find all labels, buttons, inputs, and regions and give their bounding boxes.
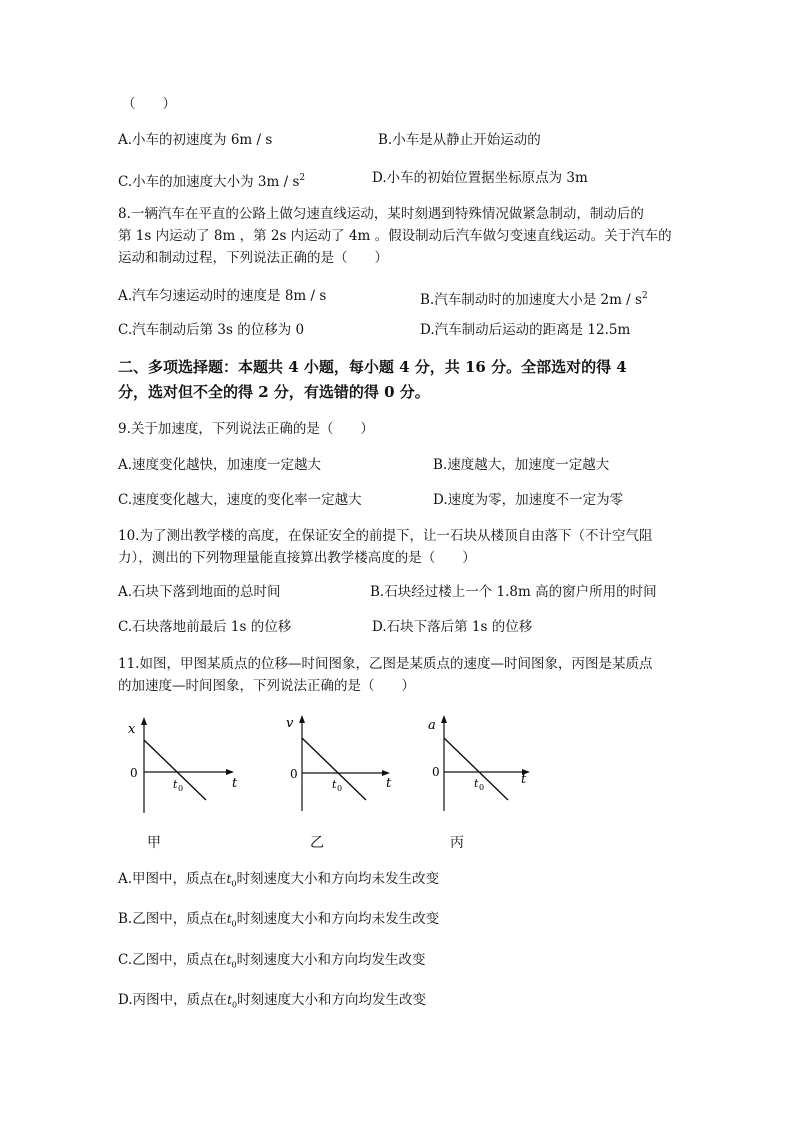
graph-yi-ylabel: v <box>286 716 294 731</box>
q11-option-d <box>118 990 426 1015</box>
q7-option-a: A.小车的初速度为 6m / s <box>118 132 273 148</box>
graph-bing-xlabel: t <box>521 772 527 787</box>
q8-option-b-sup: 2 <box>641 291 648 301</box>
graph-yi-xlabel: t <box>386 776 392 791</box>
q8-stem-line2: 第 1s 内运动了 8m ，第 2s 内运动了 4m 。假设制动后汽车做匀变速直线运动。关于汽车的 <box>118 228 672 244</box>
graph-jia-line <box>144 740 206 800</box>
graph-yi-t0-sub: 0 <box>337 784 343 793</box>
graph-yi-origin: 0 <box>290 767 298 781</box>
q11-option-c-t0: $t_0$ <box>226 953 237 970</box>
q11-option-d-pre: D.丙图中，质点在 <box>118 992 228 1008</box>
q8-option-a: A.汽车匀速运动时的速度是 8m / s <box>118 288 327 304</box>
q8-stem-line3: 运动和制动过程，下列说法正确的是（ ） <box>118 250 388 266</box>
q9-stem: 9.关于加速度，下列说法正确的是（ ） <box>118 421 374 437</box>
q11-option-c-post: 时刻速度大小和方向均发生改变 <box>236 952 426 968</box>
graph-yi-y-arrow <box>299 715 305 723</box>
q11-option-a-pre: A.甲图中，质点在 <box>118 871 227 887</box>
q8-option-d: D.汽车制动后运动的距离是 12.5m <box>420 322 631 338</box>
q11-option-d-t0: $t_0$ <box>227 993 238 1010</box>
q11-option-b <box>118 909 439 934</box>
graph-bing <box>418 713 548 813</box>
q10-option-d: D.石块下落后第 1s 的位移 <box>372 619 533 635</box>
q7-option-c <box>118 168 305 192</box>
q7-option-d: D.小车的初始位置据坐标原点为 3m <box>372 170 588 186</box>
q9-option-d: D.速度为零，加速度不一定为零 <box>433 492 624 508</box>
q8-stem-line1: 8.一辆汽车在平直的公路上做匀速直线运动，某时刻遇到特殊情况做紧急制动，制动后的 <box>118 206 644 222</box>
graph-jia-ylabel: x <box>128 722 136 737</box>
q10-option-b: B.石块经过楼上一个 1.8m 高的窗户所用的时间 <box>370 584 657 600</box>
graph-jia-x-arrow <box>226 769 234 775</box>
q11-option-b-pre: B.乙图中，质点在 <box>118 911 227 927</box>
q9-option-a: A.速度变化越快，加速度一定越大 <box>118 457 322 473</box>
q10-stem-line2: 力），测出的下列物理量能直接算出教学楼高度的是（ ） <box>118 550 476 566</box>
q7-paren: （ ） <box>122 96 176 112</box>
graph-yi <box>280 713 410 813</box>
graph-jia-t0-sub: 0 <box>178 784 184 793</box>
q11-option-b-t0: $t_0$ <box>226 912 237 929</box>
q7-option-c-sup: 2 <box>299 173 306 183</box>
graph-yi-t0: t <box>332 778 337 791</box>
q9-option-c: C.速度变化越大，速度的变化率一定越大 <box>118 492 362 508</box>
q11-stem-line2: 的加速度—时间图象，下列说法正确的是（ ） <box>118 678 415 694</box>
graph-jia-xlabel: t <box>232 776 238 791</box>
graph-jia-caption: 甲 <box>147 835 161 851</box>
section2-heading-line1: 二、多项选择题：本题共 4 小题，每小题 4 分，共 16 分。全部选对的得 4 <box>118 358 627 376</box>
graph-jia-t0: t <box>173 778 178 791</box>
q7-option-c-text: C.小车的加速度大小为 3m / s <box>118 174 300 190</box>
q11-stem-line1: 11.如图，甲图某质点的位移—时间图象，乙图是某质点的速度—时间图象，丙图是某质点 <box>118 656 653 672</box>
graph-jia <box>118 715 248 815</box>
graph-bing-t0-sub: 0 <box>479 783 485 792</box>
q11-option-a <box>118 869 439 894</box>
q11-option-a-t0: $t_0$ <box>226 872 237 889</box>
q8-option-b-text: B.汽车制动时的加速度大小是 2m / s <box>420 292 642 308</box>
q10-option-a: A.石块下落到地面的总时间 <box>118 584 281 600</box>
graph-bing-y-arrow <box>441 715 447 723</box>
q11-option-c-pre: C.乙图中，质点在 <box>118 952 227 968</box>
graph-bing-t0: t <box>474 777 479 790</box>
graph-bing-line <box>444 738 508 800</box>
q8-option-b <box>420 286 648 310</box>
graph-jia-y-arrow <box>141 717 147 725</box>
graph-jia-origin: 0 <box>130 766 138 780</box>
q10-stem-line1: 10.为了测出教学楼的高度，在保证安全的前提下，让一石块从楼顶自由落下（不计空气阻 <box>118 528 653 544</box>
q8-option-c: C.汽车制动后第 3s 的位移为 0 <box>118 322 305 338</box>
graph-yi-caption: 乙 <box>310 835 324 851</box>
q11-option-c <box>118 950 426 975</box>
q9-option-b: B.速度越大，加速度一定越大 <box>433 457 610 473</box>
q11-option-b-post: 时刻速度大小和方向均未发生改变 <box>236 911 440 927</box>
section2-heading-line2: 分，选对但不全的得 2 分，有选错的得 0 分。 <box>118 383 430 401</box>
q7-option-b: B.小车是从静止开始运动的 <box>378 132 541 148</box>
q11-option-a-post: 时刻速度大小和方向均未发生改变 <box>236 871 439 887</box>
q10-option-c: C.石块落地前最后 1s 的位移 <box>118 619 292 635</box>
graph-bing-origin: 0 <box>432 765 440 779</box>
q11-option-d-post: 时刻速度大小和方向均发生改变 <box>237 992 427 1008</box>
graph-bing-ylabel: a <box>428 718 436 733</box>
graph-bing-caption: 丙 <box>450 835 464 851</box>
